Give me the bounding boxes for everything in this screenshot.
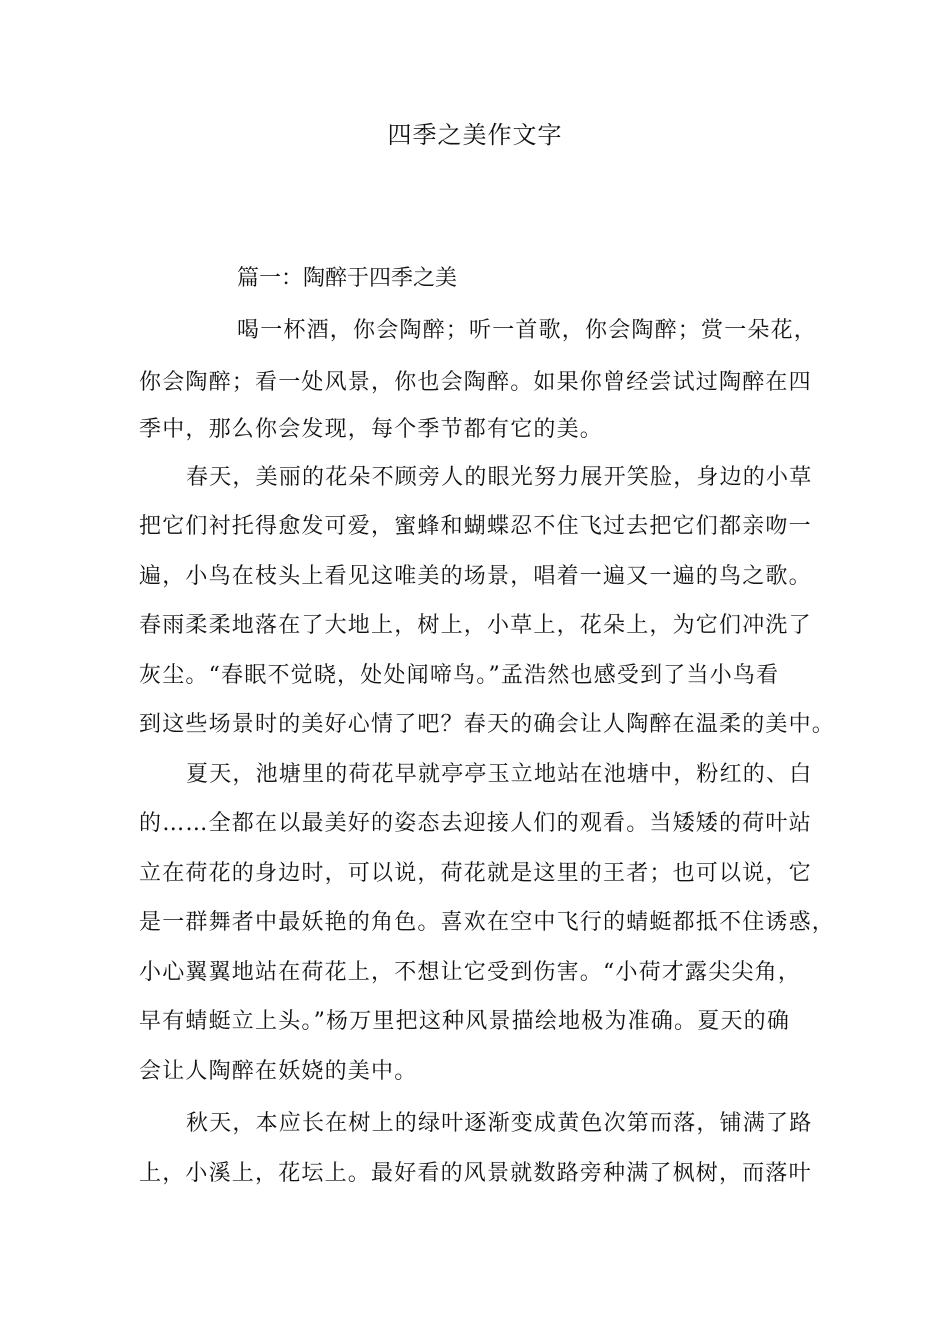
paragraph-line: 你会陶醉；看一处风景，你也会陶醉。如果你曾经尝试过陶醉在四 bbox=[139, 370, 812, 395]
paragraph-line: 小心翼翼地站在荷花上，不想让它受到伤害。“小荷才露尖尖角， bbox=[139, 960, 802, 985]
paragraph-line: 遍，小鸟在枝头上看见这唯美的场景，唱着一遍又一遍的鸟之歌。 bbox=[139, 564, 812, 589]
paragraph-line: 是一群舞者中最妖艳的角色。喜欢在空中飞行的蜻蜓都抵不住诱惑， bbox=[139, 910, 836, 935]
paragraph-line: 早有蜻蜓立上头。”杨万里把这种风景描绘地极为准确。夏天的确 bbox=[139, 1009, 791, 1034]
paragraph-line: 到这些场景时的美好心情了吧？春天的确会让人陶醉在温柔的美中。 bbox=[139, 712, 836, 737]
paragraph-line: 夏天，池塘里的荷花早就亭亭玉立地站在池塘中，粉红的、白 bbox=[186, 762, 813, 787]
paragraph-line: 喝一杯酒，你会陶醉；听一首歌，你会陶醉；赏一朵花， bbox=[237, 318, 818, 343]
paragraph-line: 灰尘。“春眠不觉晓，处处闻啼鸟。”孟浩然也感受到了当小鸟看 bbox=[139, 663, 780, 688]
paragraph-line: 会让人陶醉在妖娆的美中。 bbox=[139, 1059, 418, 1084]
paragraph-line: 立在荷花的身边时，可以说，荷花就是这里的王者；也可以说，它 bbox=[139, 861, 812, 886]
document-title: 四季之美作文字 bbox=[387, 121, 563, 149]
paragraph-line: 上，小溪上，花坛上。最好看的风景就数路旁种满了枫树，而落叶 bbox=[139, 1161, 812, 1186]
paragraph-line: 季中，那么你会发现，每个季节都有它的美。 bbox=[139, 417, 604, 442]
paragraph-line: 的……全都在以最美好的姿态去迎接人们的观看。当矮矮的荷叶站 bbox=[139, 811, 812, 836]
paragraph-line: 把它们衬托得愈发可爱，蜜蜂和蝴蝶忍不住飞过去把它们都亲吻一 bbox=[139, 514, 812, 539]
paragraph-line: 春雨柔柔地落在了大地上，树上，小草上，花朵上，为它们冲洗了 bbox=[139, 613, 812, 638]
section-heading: 篇一：陶醉于四季之美 bbox=[237, 266, 458, 291]
paragraph-line: 秋天，本应长在树上的绿叶逐渐变成黄色次第而落，铺满了路 bbox=[186, 1111, 813, 1136]
paragraph-line: 春天，美丽的花朵不顾旁人的眼光努力展开笑脸，身边的小草 bbox=[186, 465, 813, 490]
